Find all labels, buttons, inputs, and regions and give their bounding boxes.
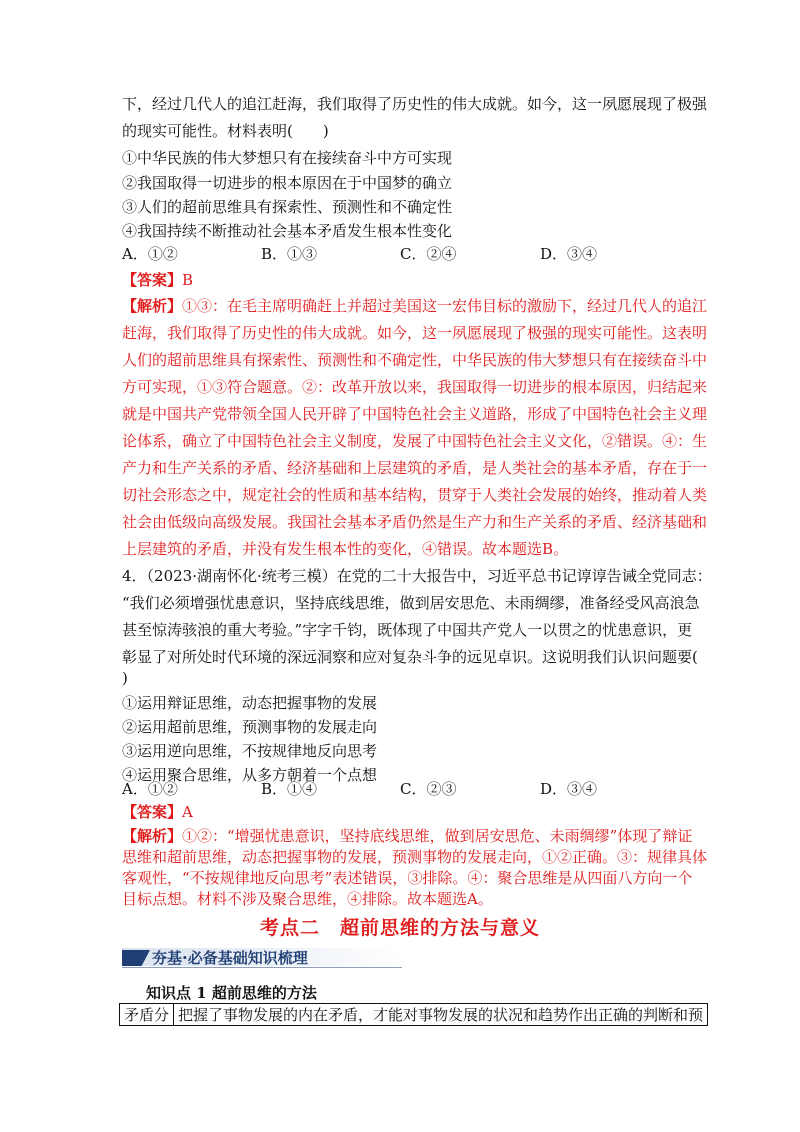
q4-stem-line-3: 甚至惊涛骇浪的重大考验。”字字千钧，既体现了中国共产党人一以贯之的忧患意识，更: [122, 621, 693, 639]
q4-answer-value: A: [182, 803, 193, 821]
q4-option-d: D．③④: [540, 780, 598, 798]
q4-statement-2: ②运用超前思维，预测事物的发展走向: [122, 718, 378, 736]
table-cell-method: 矛盾分: [120, 1004, 174, 1026]
q3-analysis-line-5: 就是中国共产党带领全国人民开辟了中国特色社会主义道路，形成了中国特色社会主义理: [122, 405, 708, 423]
q4-answer-label: 【答案】: [122, 803, 183, 821]
q4-stem-line-4: 彰显了对所处时代环境的深远洞察和应对复杂斗争的远见卓识。这说明我们认识问题要(: [122, 648, 698, 666]
q3-stem-line-2: 的现实可能性。材料表明( ): [122, 122, 329, 140]
banner-divider: [122, 967, 402, 968]
q4-option-a: A．①②: [122, 780, 178, 798]
q4-statement-1: ①运用辩证思维，动态把握事物的发展: [122, 694, 378, 712]
q4-stem-line-1: 4．（2023·湖南怀化·统考三模）在党的二十大报告中，习近平总书记谆谆告诫全党同志：: [122, 567, 712, 585]
knowledge-point-title: 知识点 1 超前思维的方法: [146, 984, 317, 1002]
table-cell-description: 把握了事物发展的内在矛盾，才能对事物发展的状况和趋势作出正确的判断和预: [174, 1004, 708, 1026]
q3-analysis-line-10: 上层建筑的矛盾，并没有发生根本性的变化，④错误。故本题选B。: [122, 540, 569, 558]
q4-answer: [122, 802, 193, 822]
q3-statement-4: ④我国持续不断推动社会基本矛盾发生根本性变化: [122, 222, 453, 240]
q3-answer-value: B: [182, 271, 194, 289]
q4-analysis-label: 【解析】: [122, 827, 183, 845]
q3-stem-line-1: 下，经过几代人的追江赶海，我们取得了历史性的伟大成就。如今，这一夙愿展现了极强: [122, 95, 708, 113]
q3-analysis-line-9: 社会由低级向高级发展。我国社会基本矛盾仍然是生产力和生产关系的矛盾、经济基础和: [122, 513, 708, 531]
q4-analysis-line-4: 目标点想。材料不涉及聚合思维，④排除。故本题选A。: [122, 890, 493, 908]
q3-option-b: B．①③: [261, 245, 318, 263]
section-title: 考点二 超前思维的方法与意义: [259, 917, 540, 939]
q3-answer-label: 【答案】: [122, 271, 183, 289]
q3-statement-1: ①中华民族的伟大梦想只有在接续奋斗中方可实现: [122, 149, 453, 167]
q4-option-b: B．①④: [261, 780, 318, 798]
q3-option-d: D．③④: [540, 245, 598, 263]
q4-stem-line-5: ): [122, 669, 128, 687]
knowledge-table: [119, 1003, 708, 1026]
q3-analysis-line-7: 产力和生产关系的矛盾、经济基础和上层建筑的矛盾，是人类社会的基本矛盾，存在于一: [122, 459, 708, 477]
q4-statement-4: ④运用聚合思维，从多方朝着一个点想: [122, 766, 378, 784]
q4-stem-line-2: “我们必须增强忧患意识，坚持底线思维，做到居安思危、未雨绸缪，准备经受风高浪急: [122, 594, 700, 612]
table-row: [120, 1004, 708, 1026]
q4-analysis-line-3: 客观性，“不按规律地反向思考”表述错误，③排除。④：聚合思维是从四面八方向一个: [122, 869, 693, 887]
q3-statement-2: ②我国取得一切进步的根本原因在于中国梦的确立: [122, 174, 453, 192]
q3-statement-3: ③人们的超前思维具有探索性、预测性和不确定性: [122, 198, 453, 216]
q4-analysis-line-1: 【解析】①②：“增强忧患意识，坚持底线思维，做到居安思危、未雨绸缪”体现了辩证: [122, 827, 693, 845]
q3-analysis-label: 【解析】: [122, 297, 183, 315]
q3-analysis-line-6: 论体系，确立了中国特色社会主义制度，发展了中国特色社会主义文化，②错误。④：生: [122, 432, 708, 450]
q3-option-c: C．②④: [400, 245, 457, 263]
q3-analysis-line-2: 赶海，我们取得了历史性的伟大成就。如今，这一夙愿展现了极强的现实可能性。这表明: [122, 324, 708, 342]
q3-option-a: A．①②: [122, 245, 178, 263]
q3-analysis-line-4: 方可实现，①③符合题意。②：改革开放以来，我国取得一切进步的根本原因，归结起来: [122, 378, 708, 396]
q3-analysis-line-3: 人们的超前思维具有探索性、预测性和不确定性，中华民族的伟大梦想只有在接续奋斗中: [122, 351, 708, 369]
q4-statement-3: ③运用逆向思维，不按规律地反向思考: [122, 742, 378, 760]
q4-analysis-line-2: 思维和超前思维，动态把握事物的发展，预测事物的发展走向，①②正确。③：规律具体: [122, 848, 708, 866]
banner-text: 夯基·必备基础知识梳理: [152, 949, 308, 967]
q3-analysis-line-1: 【解析】①③：在毛主席明确赶上并超过美国这一宏伟目标的激励下，经过几代人的追江: [122, 297, 708, 315]
q3-answer: [122, 270, 193, 290]
q3-options: [122, 244, 682, 264]
section-banner: [122, 944, 402, 970]
q4-options: [122, 779, 682, 799]
q3-analysis-line-8: 切社会形态之中，规定社会的性质和基本结构，贯穿于人类社会发展的始终，推动着人类: [122, 486, 708, 504]
q4-option-c: C．②③: [400, 780, 457, 798]
